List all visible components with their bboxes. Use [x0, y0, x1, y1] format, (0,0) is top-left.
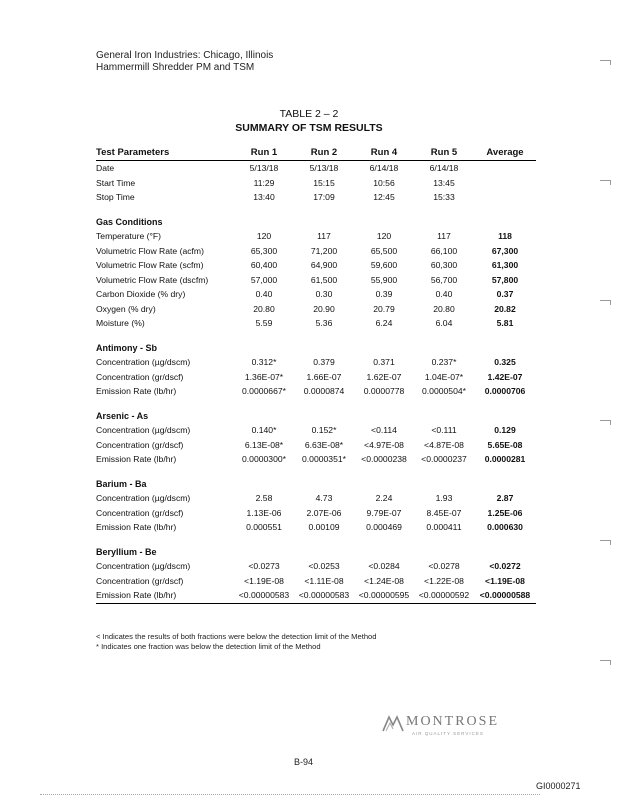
cell-run-2: 0.152*: [311, 425, 337, 436]
cell-average: <0.0272: [489, 561, 521, 572]
row-label: Concentration (gr/dscf): [96, 507, 184, 518]
bates-number: GI0000271: [536, 781, 581, 791]
cell-run-5: 0.40: [435, 289, 453, 300]
table-row: [96, 370, 536, 385]
cell-average: 0.129: [494, 425, 516, 436]
header-company: General Iron Industries: Chicago, Illinois: [96, 50, 274, 61]
cell-run-2: 117: [317, 231, 331, 242]
table-row: [96, 287, 536, 302]
cell-average: 57,800: [491, 274, 519, 285]
cell-run-2: 0.00109: [308, 522, 340, 533]
cell-run-1: 0.000551: [246, 522, 282, 533]
table-row: [96, 559, 536, 574]
cell-run-5: 0.237*: [431, 357, 457, 368]
cell-average: 0.37: [496, 289, 514, 300]
section-title: Antimony - Sb: [96, 342, 157, 353]
cell-average: 20.82: [494, 303, 516, 314]
cell-run-4: 1.62E-07: [366, 371, 402, 382]
scan-edge-mark: [600, 540, 611, 545]
row-label: Concentration (µg/dscm): [96, 493, 191, 504]
cell-run-4: <0.114: [371, 425, 397, 436]
logo-tagline: AIR QUALITY SERVICES: [412, 731, 484, 736]
row-label: Volumetric Flow Rate (acfm): [96, 245, 204, 256]
table-row: [96, 161, 536, 176]
cell-run-4: <1.24E-08: [364, 575, 404, 586]
row-label: Concentration (gr/dscf): [96, 439, 184, 450]
cell-run-4: 59,600: [370, 260, 398, 271]
cell-run-1: 0.0000667*: [242, 386, 286, 397]
cell-run-5: <0.111: [431, 425, 457, 436]
cell-run-4: 10:56: [373, 177, 395, 188]
cell-run-5: 8.45E-07: [426, 507, 462, 518]
cell-run-4: <0.0284: [368, 561, 400, 572]
cell-run-1: 0.312*: [251, 357, 277, 368]
header-project: Hammermill Shredder PM and TSM: [96, 62, 255, 73]
row-label: Stop Time: [96, 192, 135, 203]
row-label: Emission Rate (lb/hr): [96, 522, 177, 533]
page-number: B-94: [294, 757, 314, 767]
cell-average: 1.42E-07: [487, 371, 523, 382]
cell-run-2: 1.66E-07: [306, 371, 342, 382]
cell-run-1: <0.0273: [248, 561, 280, 572]
cell-run-4: 6/14/18: [369, 163, 399, 174]
cell-run-1: 0.0000300*: [242, 454, 286, 465]
row-label: Start Time: [96, 177, 136, 188]
row-label: Concentration (µg/dscm): [96, 425, 191, 436]
cell-average: 67,300: [491, 245, 519, 256]
cell-run-5: <0.0000237: [421, 454, 467, 465]
table-header-row: [96, 145, 536, 161]
cell-average: [474, 190, 536, 205]
cell-run-4: 12:45: [373, 192, 395, 203]
table-row: [96, 574, 536, 589]
cell-run-2: 64,900: [310, 260, 338, 271]
section-header-row: [96, 205, 536, 230]
cell-run-1: <0.00000583: [234, 588, 294, 603]
table-title: SUMMARY OF TSM RESULTS: [235, 122, 383, 134]
cell-average: 61,300: [491, 260, 519, 271]
row-label: Emission Rate (lb/hr): [96, 588, 234, 603]
table-row: [96, 452, 536, 467]
cell-average: 5.81: [496, 318, 514, 329]
cell-average: [474, 161, 536, 176]
row-label: Oxygen (% dry): [96, 303, 156, 314]
table-row: [96, 520, 536, 535]
table-row: [96, 258, 536, 273]
montrose-logo: [382, 712, 512, 738]
cell-run-4: 0.371: [373, 357, 395, 368]
cell-average: 0.325: [494, 357, 516, 368]
cell-run-5: 66,100: [430, 245, 458, 256]
footnote-both-fractions: < Indicates the results of both fractions were below the detection limit of the Method: [96, 632, 377, 641]
cell-average: 2.87: [496, 493, 514, 504]
cell-run-5: 6/14/18: [429, 163, 459, 174]
cell-run-2: 6.63E-08*: [304, 439, 344, 450]
cell-run-1: 6.13E-08*: [244, 439, 284, 450]
section-header-row: [96, 331, 536, 356]
cell-run-5: <4.87E-08: [424, 439, 464, 450]
scan-bottom-edge: [40, 794, 540, 795]
cell-average: 1.25E-06: [487, 507, 523, 518]
row-label: Carbon Dioxide (% dry): [96, 289, 186, 300]
cell-run-2: 15:15: [313, 177, 335, 188]
cell-run-5: 15:33: [433, 192, 455, 203]
cell-run-2: 0.0000351*: [302, 454, 346, 465]
row-label: Temperature (°F): [96, 231, 162, 242]
cell-average: <1.19E-08: [485, 575, 525, 586]
cell-run-2: 20.90: [313, 303, 335, 314]
row-label: Date: [96, 163, 115, 174]
cell-run-4: 6.24: [375, 318, 393, 329]
cell-run-4: 0.39: [375, 289, 393, 300]
table-row: [96, 588, 536, 603]
cell-run-2: 71,200: [310, 245, 338, 256]
cell-run-1: 0.40: [255, 289, 273, 300]
cell-run-2: 61,500: [310, 274, 338, 285]
table-row: [96, 506, 536, 521]
cell-run-2: 0.0000874: [303, 386, 345, 397]
table-row: [96, 316, 536, 331]
table-row: [96, 491, 536, 506]
cell-run-5: <0.00000592: [414, 588, 474, 603]
cell-run-1: 2.58: [255, 493, 273, 504]
cell-run-5: 0.000411: [426, 522, 462, 533]
section-title: Beryllium - Be: [96, 546, 157, 557]
cell-run-2: <0.0253: [308, 561, 340, 572]
tsm-summary-table: [96, 145, 536, 604]
logo-wordmark: MONTROSE: [406, 714, 500, 729]
table-number: TABLE 2 – 2: [279, 108, 339, 120]
cell-run-5: 13:45: [433, 177, 455, 188]
document-header: [96, 50, 273, 74]
cell-run-4: <0.0000238: [361, 454, 407, 465]
cell-run-4: 0.0000778: [363, 386, 405, 397]
cell-run-5: 56,700: [430, 274, 458, 285]
cell-run-4: <0.00000595: [354, 588, 414, 603]
scan-edge-mark: [600, 60, 611, 65]
cell-run-4: 2.24: [375, 493, 393, 504]
row-label: Volumetric Flow Rate (scfm): [96, 260, 204, 271]
table-row: [96, 438, 536, 453]
cell-average: 0.0000281: [484, 454, 526, 465]
cell-run-5: 20.80: [433, 303, 455, 314]
cell-run-2: 0.30: [315, 289, 333, 300]
section-header-row: [96, 467, 536, 492]
cell-run-4: 0.000469: [366, 522, 402, 533]
cell-run-2: <1.11E-08: [304, 575, 344, 586]
cell-run-2: 2.07E-06: [306, 507, 342, 518]
cell-average: <0.00000588: [474, 588, 536, 603]
row-label: Concentration (gr/dscf): [96, 575, 184, 586]
montrose-mark-icon: [382, 714, 404, 732]
cell-run-4: 9.79E-07: [366, 507, 402, 518]
cell-run-4: 120: [376, 231, 392, 242]
cell-run-5: <0.0278: [428, 561, 460, 572]
row-label: Volumetric Flow Rate (dscfm): [96, 274, 209, 285]
cell-run-1: 1.13E-06: [246, 507, 282, 518]
cell-run-4: 55,900: [370, 274, 398, 285]
table-row: [96, 176, 536, 191]
section-title: Arsenic - As: [96, 410, 149, 421]
cell-average: 0.0000706: [484, 386, 526, 397]
cell-run-1: 65,300: [250, 245, 278, 256]
cell-run-5: 6.04: [435, 318, 453, 329]
scan-edge-mark: [600, 420, 611, 425]
cell-run-5: <1.22E-08: [424, 575, 464, 586]
cell-average: 0.000630: [487, 522, 523, 533]
cell-run-1: <1.19E-08: [244, 575, 284, 586]
scan-edge-mark: [600, 300, 611, 305]
cell-average: 5.65E-08: [487, 439, 523, 450]
section-title: Barium - Ba: [96, 478, 147, 489]
cell-run-1: 5/13/18: [249, 163, 279, 174]
table-row: [96, 384, 536, 399]
cell-average: [474, 176, 536, 191]
cell-run-2: 4.73: [315, 493, 333, 504]
cell-run-4: <4.97E-08: [364, 439, 404, 450]
col-header-test-parameters: Test Parameters: [96, 145, 234, 161]
cell-run-1: 1.36E-07*: [244, 371, 284, 382]
cell-run-4: 65,500: [370, 245, 398, 256]
cell-run-1: 0.140*: [251, 425, 277, 436]
table-row: [96, 229, 536, 244]
col-header-average: Average: [474, 145, 536, 161]
cell-run-2: 5/13/18: [309, 163, 339, 174]
cell-run-1: 5.59: [255, 318, 273, 329]
table-row: [96, 190, 536, 205]
cell-run-1: 11:29: [253, 177, 275, 188]
row-label: Moisture (%): [96, 318, 145, 329]
cell-run-2: <0.00000583: [294, 588, 354, 603]
row-label: Emission Rate (lb/hr): [96, 386, 177, 397]
table-body: [96, 161, 536, 604]
cell-run-2: 0.379: [313, 357, 335, 368]
scan-edge-mark: [600, 660, 611, 665]
cell-run-5: 1.04E-07*: [424, 371, 464, 382]
table-row: [96, 302, 536, 317]
section-header-row: [96, 399, 536, 424]
col-header-run-4: Run 4: [354, 145, 414, 161]
scan-edge-mark: [600, 180, 611, 185]
cell-run-2: 5.36: [315, 318, 333, 329]
cell-run-5: 1.93: [435, 493, 453, 504]
cell-run-2: 17:09: [313, 192, 335, 203]
cell-run-4: 20.79: [373, 303, 395, 314]
section-title: Gas Conditions: [96, 216, 163, 227]
cell-run-1: 13:40: [253, 192, 275, 203]
row-label: Concentration (gr/dscf): [96, 371, 184, 382]
col-header-run-5: Run 5: [414, 145, 474, 161]
col-header-run-2: Run 2: [294, 145, 354, 161]
row-label: Concentration (µg/dscm): [96, 357, 191, 368]
cell-average: 118: [498, 231, 512, 242]
row-label: Concentration (µg/dscm): [96, 561, 191, 572]
col-header-run-1: Run 1: [234, 145, 294, 161]
footnote-one-fraction: * Indicates one fraction was below the detection limit of the Method: [96, 642, 321, 651]
cell-run-5: 60,300: [430, 260, 458, 271]
cell-run-1: 60,400: [250, 260, 278, 271]
table-row: [96, 423, 536, 438]
cell-run-1: 20.80: [253, 303, 275, 314]
cell-run-5: 0.0000504*: [422, 386, 466, 397]
cell-run-1: 120: [256, 231, 272, 242]
section-header-row: [96, 535, 536, 560]
table-row: [96, 273, 536, 288]
row-label: Emission Rate (lb/hr): [96, 454, 177, 465]
cell-run-1: 57,000: [250, 274, 278, 285]
table-row: [96, 355, 536, 370]
cell-run-5: 117: [437, 231, 451, 242]
table-row: [96, 244, 536, 259]
